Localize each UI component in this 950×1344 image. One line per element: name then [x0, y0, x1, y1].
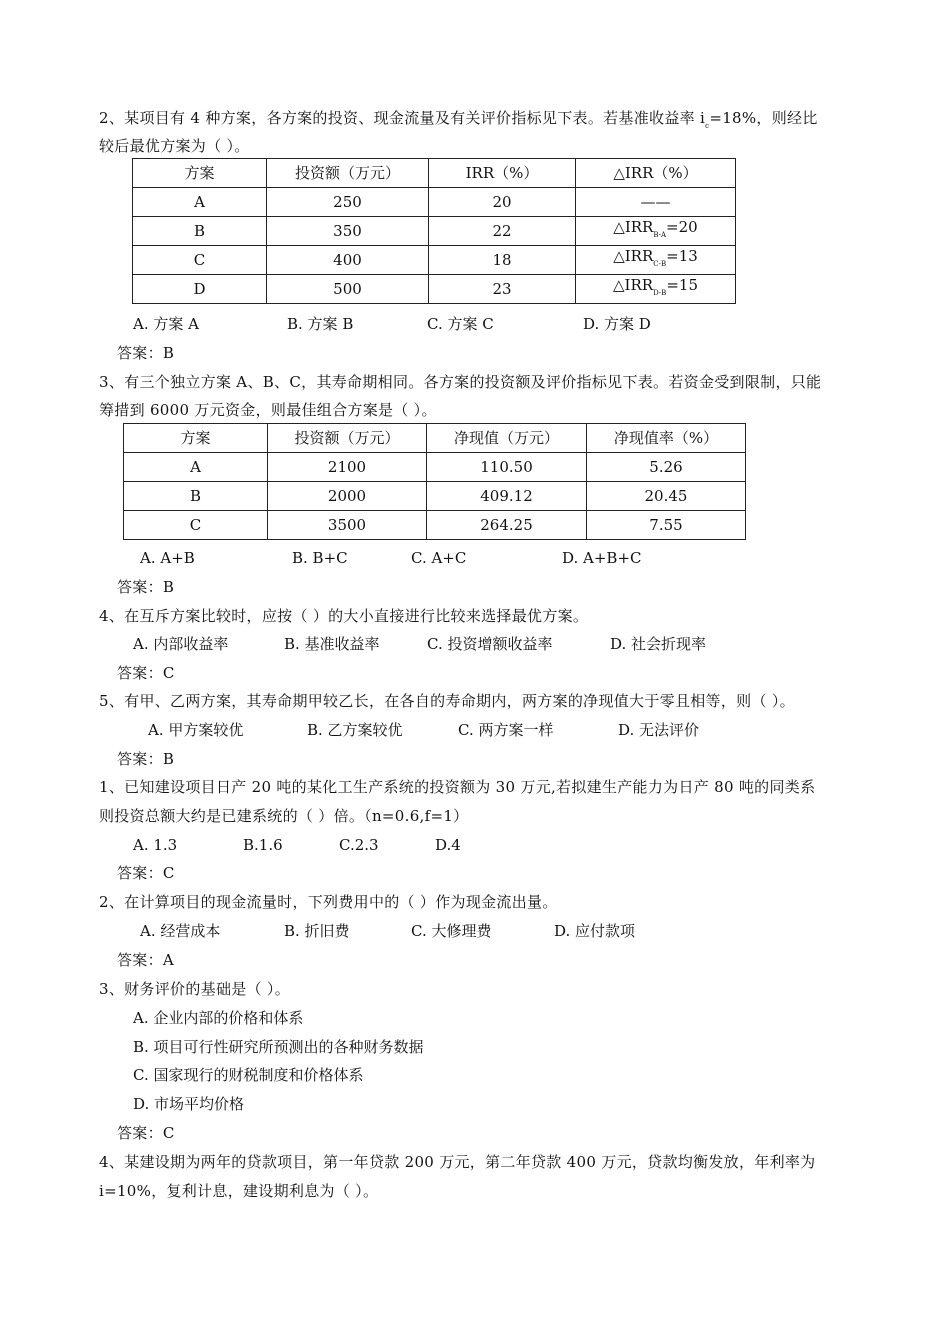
- q1b-option-b: B.1.6: [243, 836, 283, 854]
- q3a-option-a: A. A+B: [140, 549, 195, 567]
- table-cell: B: [124, 482, 268, 511]
- q3b-option-b: B. 项目可行性研究所预测出的各种财务数据: [133, 1038, 424, 1056]
- table-cell: 110.50: [427, 453, 587, 482]
- table-cell: C: [124, 511, 268, 540]
- table-cell: A: [133, 188, 267, 217]
- q2a-option-a: A. 方案 A: [133, 315, 199, 333]
- table-cell: $\triangle IRR_{C-B}=13$: [576, 246, 736, 275]
- q2b-option-a: A. 经营成本: [140, 922, 221, 940]
- table-row: [133, 217, 736, 246]
- table-cell: 400: [267, 246, 429, 275]
- q1b-answer: 答案：C: [117, 864, 175, 882]
- header-cell: 净现值（万元）: [427, 424, 587, 453]
- table-cell: 2000: [268, 482, 427, 511]
- header-cell: 方案: [133, 159, 267, 188]
- q3b-option-c: C. 国家现行的财税制度和价格体系: [133, 1066, 364, 1084]
- q3b-option-d: D. 市场平均价格: [133, 1095, 245, 1113]
- header-cell: △IRR（%）: [576, 159, 736, 188]
- q4a-option-d: D. 社会折现率: [610, 635, 707, 653]
- q2b-option-d: D. 应付款项: [554, 922, 636, 940]
- table-cell: B: [133, 217, 267, 246]
- table-row: [133, 246, 736, 275]
- q3b-option-a: A. 企业内部的价格和体系: [133, 1009, 304, 1027]
- q3b-line: 3、财务评价的基础是（ ）。: [99, 980, 291, 998]
- table-cell: 22: [429, 217, 576, 246]
- table-row: [133, 188, 736, 217]
- table-cell: $\triangle IRR_{B-A}=20$: [576, 217, 736, 246]
- q3b-answer: 答案：C: [117, 1124, 175, 1142]
- q2a-line2: 较后最优方案为（ ）。: [99, 137, 250, 155]
- q2a-option-c: C. 方案 C: [427, 315, 494, 333]
- q2a-table: [132, 158, 736, 304]
- table-cell: ——: [576, 188, 736, 217]
- header-cell: 净现值率（%）: [587, 424, 746, 453]
- q2a-option-b: B. 方案 B: [287, 315, 354, 333]
- q4b-line2: i=10%，复利计息，建设期利息为（ ）。: [99, 1182, 379, 1200]
- table-cell: 20: [429, 188, 576, 217]
- table-header-row: [124, 424, 746, 453]
- table-cell: 5.26: [587, 453, 746, 482]
- q3a-line1: 3、有三个独立方案 A、B、C，其寿命期相同。各方案的投资额及评价指标见下表。若资金受到限制，只能: [99, 373, 822, 391]
- table-row: [124, 482, 746, 511]
- table-row: [133, 275, 736, 304]
- q3a-table: [123, 423, 746, 540]
- table-cell: C: [133, 246, 267, 275]
- q3a-answer: 答案：B: [117, 578, 175, 596]
- q4a-option-a: A. 内部收益率: [133, 635, 229, 653]
- q4a-option-b: B. 基准收益率: [284, 635, 380, 653]
- q2b-answer: 答案：A: [117, 951, 175, 969]
- q1b-option-d: D.4: [435, 836, 461, 854]
- q3a-option-b: B. B+C: [292, 549, 348, 567]
- q2a-line1: 2、某项目有 4 种方案，各方案的投资、现金流量及有关评价指标见下表。若基准收益率 $i_c=18\%$，则经比: [99, 109, 818, 130]
- q3a-option-d: D. A+B+C: [562, 549, 642, 567]
- q5a-option-d: D. 无法评价: [618, 721, 700, 739]
- table-cell: 3500: [268, 511, 427, 540]
- header-cell: IRR（%）: [429, 159, 576, 188]
- table-cell: $\triangle IRR_{D-B}=15$: [576, 275, 736, 304]
- table-cell: 500: [267, 275, 429, 304]
- q2a-option-d: D. 方案 D: [583, 315, 651, 333]
- table-row: [124, 511, 746, 540]
- q5a-line: 5、有甲、乙两方案，其寿命期甲较乙长，在各自的寿命期内，两方案的净现值大于零且相等，则（ ）。: [99, 692, 795, 710]
- table-cell: 350: [267, 217, 429, 246]
- q1b-line1: 1、已知建设项目日产 20 吨的某化工生产系统的投资额为 30 万元,若拟建生产能力为日产 80 吨的同类系: [99, 778, 816, 796]
- table-cell: 20.45: [587, 482, 746, 511]
- table-cell: 250: [267, 188, 429, 217]
- table-cell: 2100: [268, 453, 427, 482]
- q1b-option-c: C.2.3: [339, 836, 379, 854]
- table-cell: D: [133, 275, 267, 304]
- q4b-line1: 4、某建设期为两年的贷款项目，第一年贷款 200 万元，第二年贷款 400 万元，贷款均衡发放，年利率为: [99, 1153, 816, 1171]
- q2b-option-c: C. 大修理费: [411, 922, 492, 940]
- q1b-line2: 则投资总额大约是已建系统的（ ）倍。（n=0.6,f=1）: [99, 807, 469, 825]
- q5a-option-b: B. 乙方案较优: [307, 721, 403, 739]
- q2b-line: 2、在计算项目的现金流量时，下列费用中的（ ）作为现金流出量。: [99, 893, 558, 911]
- header-cell: 方案: [124, 424, 268, 453]
- header-cell: 投资额（万元）: [268, 424, 427, 453]
- table-cell: 18: [429, 246, 576, 275]
- table-cell: 409.12: [427, 482, 587, 511]
- table-cell: 23: [429, 275, 576, 304]
- q1b-option-a: A. 1.3: [133, 836, 178, 854]
- q5a-option-a: A. 甲方案较优: [148, 721, 244, 739]
- q4a-line: 4、在互斥方案比较时，应按（ ）的大小直接进行比较来选择最优方案。: [99, 607, 589, 625]
- q4a-answer: 答案：C: [117, 664, 175, 682]
- table-cell: 264.25: [427, 511, 587, 540]
- q5a-answer: 答案：B: [117, 750, 175, 768]
- header-cell: 投资额（万元）: [267, 159, 429, 188]
- q3a-option-c: C. A+C: [411, 549, 467, 567]
- q2a-answer: 答案：B: [117, 344, 175, 362]
- table-cell: 7.55: [587, 511, 746, 540]
- q5a-option-c: C. 两方案一样: [458, 721, 554, 739]
- q3a-line2: 筹措到 6000 万元资金，则最佳组合方案是（ ）。: [99, 401, 437, 419]
- table-row: [124, 453, 746, 482]
- q2b-option-b: B. 折旧费: [284, 922, 350, 940]
- table-header-row: [133, 159, 736, 188]
- table-cell: A: [124, 453, 268, 482]
- q4a-option-c: C. 投资增额收益率: [427, 635, 553, 653]
